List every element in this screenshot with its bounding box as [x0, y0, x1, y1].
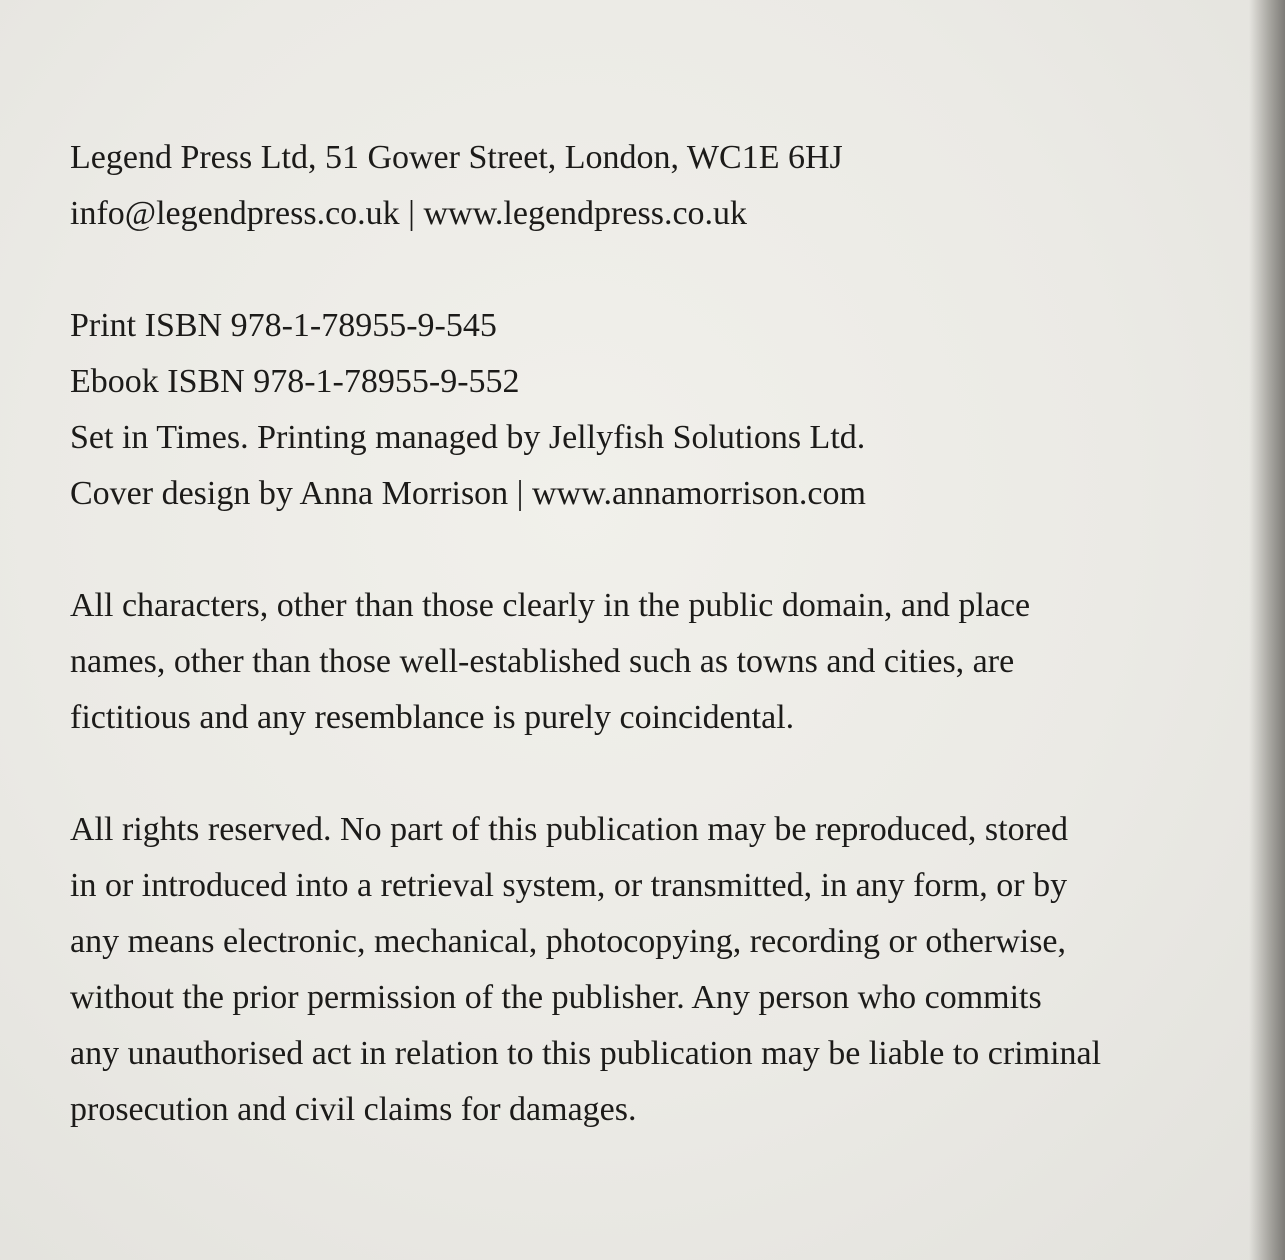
- disclaimer-line: fictitious and any resemblance is purely coincidental.: [70, 699, 795, 736]
- publisher-address: Legend Press Ltd, 51 Gower Street, London, WC1E 6HJ: [70, 139, 843, 176]
- publication-details-block: [70, 298, 1240, 522]
- rights-notice: [70, 802, 1240, 1138]
- ebook-isbn: Ebook ISBN 978-1-78955-9-552: [70, 363, 520, 400]
- disclaimer-line: All characters, other than those clearly in the public domain, and place: [70, 587, 1031, 624]
- rights-line: any unauthorised act in relation to this publication may be liable to criminal: [70, 1035, 1102, 1072]
- rights-line: All rights reserved. No part of this publication may be reproduced, stored: [70, 811, 1069, 848]
- imprint-text: [70, 130, 1240, 1138]
- rights-line: without the prior permission of the publisher. Any person who commits: [70, 979, 1042, 1016]
- cover-design-credit: Cover design by Anna Morrison | www.annamorrison.com: [70, 475, 866, 512]
- rights-line: in or introduced into a retrieval system, or transmitted, in any form, or by: [70, 867, 1068, 904]
- typesetting-note: Set in Times. Printing managed by Jellyfish Solutions Ltd.: [70, 419, 866, 456]
- rights-line: any means electronic, mechanical, photocopying, recording or otherwise,: [70, 923, 1067, 960]
- print-isbn: Print ISBN 978-1-78955-9-545: [70, 307, 497, 344]
- publisher-address-block: [70, 130, 1240, 242]
- disclaimer-line: names, other than those well-established such as towns and cities, are: [70, 643, 1015, 680]
- fiction-disclaimer: [70, 578, 1240, 746]
- rights-line: prosecution and civil claims for damages.: [70, 1091, 637, 1128]
- book-spine-shadow: [1249, 0, 1285, 1260]
- publisher-contact: info@legendpress.co.uk | www.legendpress.co.uk: [70, 195, 748, 232]
